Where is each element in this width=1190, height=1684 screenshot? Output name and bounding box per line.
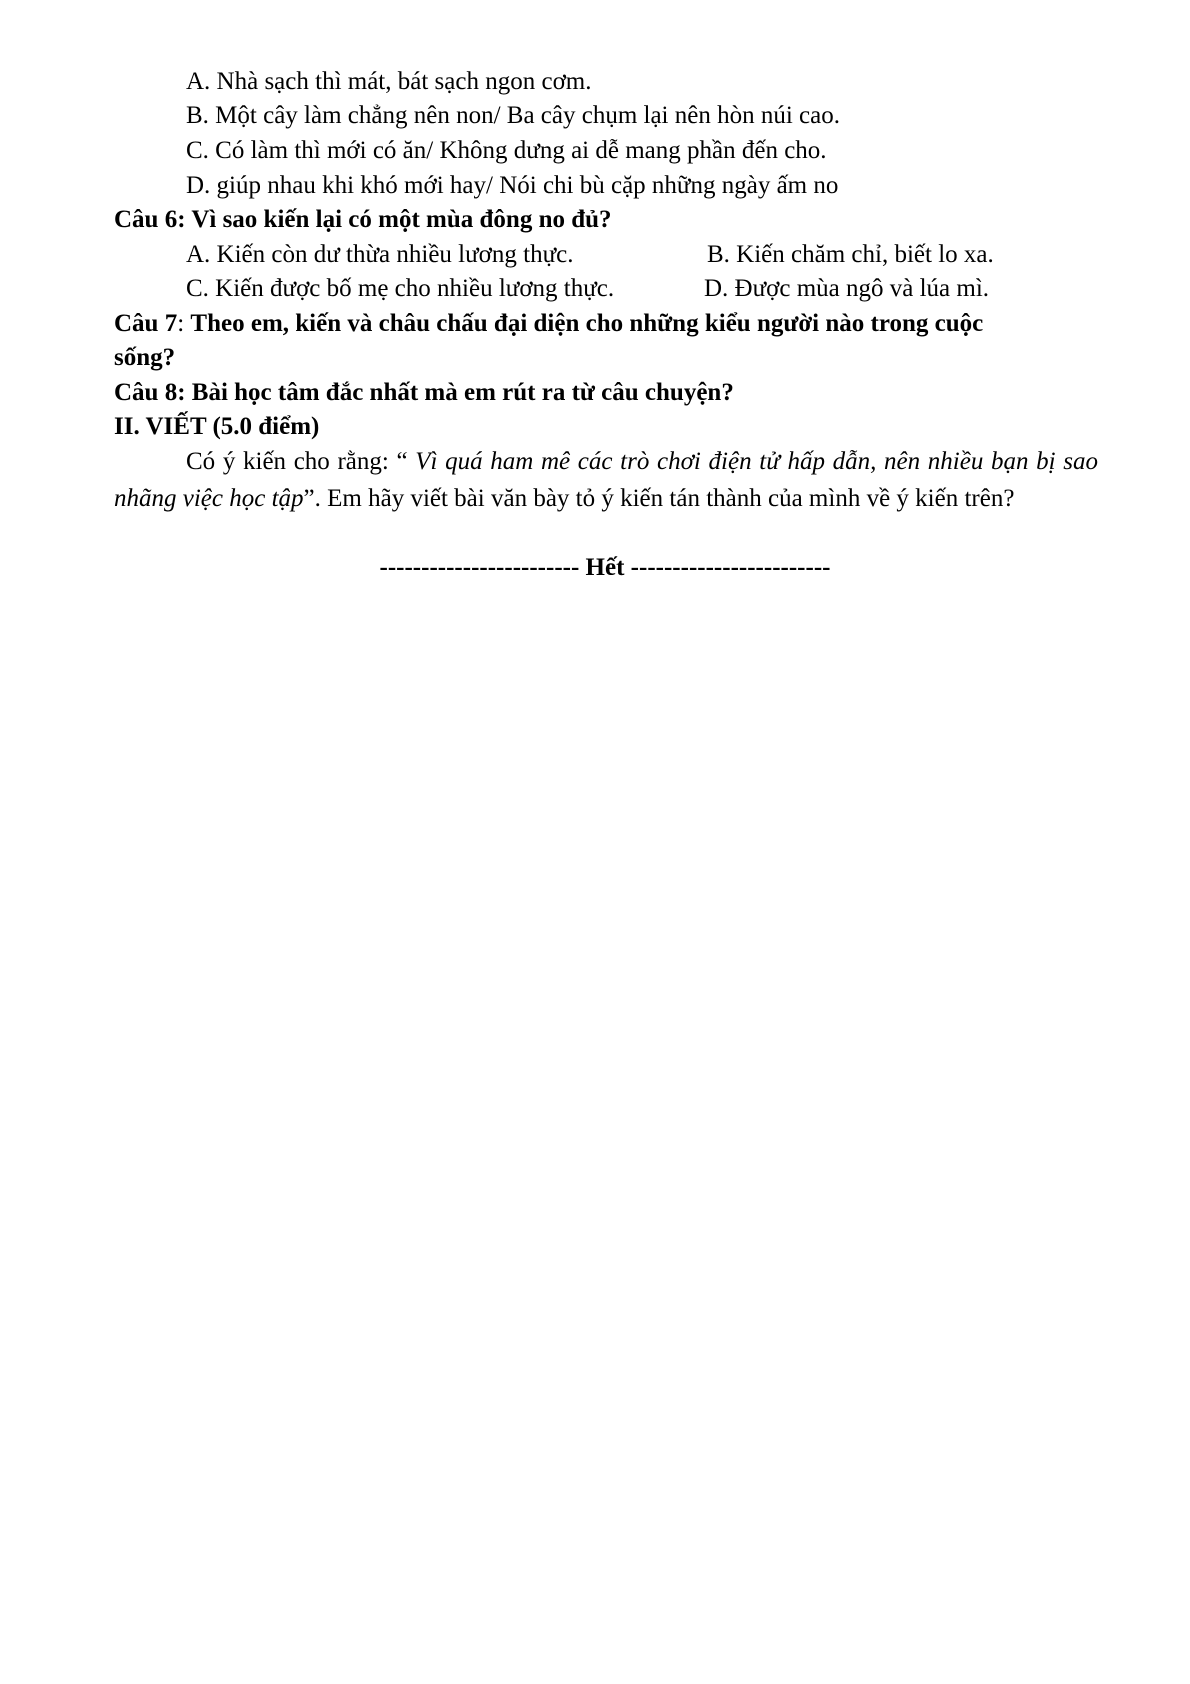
q7-line-2: sống? bbox=[114, 344, 176, 371]
q5-option-a: A. Nhà sạch thì mát, bát sạch ngon cơm. bbox=[186, 68, 592, 95]
q6-option-a: A. Kiến còn dư thừa nhiều lương thực. bbox=[186, 241, 574, 268]
q8-title: Câu 8: Bài học tâm đắc nhất mà em rút ra từ câu chuyện? bbox=[114, 379, 734, 406]
prompt-end: ”. Em hãy viết bài văn bày tỏ ý kiến tán thành của mình về ý kiến trên? bbox=[303, 485, 1015, 512]
q6-option-d: D. Được mùa ngô và lúa mì. bbox=[704, 275, 990, 302]
end-marker: ------------------------ Hết ------------------------ bbox=[379, 554, 831, 581]
prompt-quote: Vì quá ham mê các trò chơi điện tử hấp dẫn, nên nhiều bạn bị sao nhãng việc học tập bbox=[114, 448, 1099, 512]
prompt-start: Có ý kiến cho rằng: “ bbox=[186, 448, 416, 475]
q7-separator: : bbox=[177, 310, 191, 337]
q5-option-c: C. Có làm thì mới có ăn/ Không dưng ai dễ mang phần đến cho. bbox=[186, 137, 827, 164]
q7-text: Theo em, kiến và châu chấu đại diện cho những kiểu người nào trong cuộc bbox=[190, 310, 984, 337]
q7-label: Câu 7 bbox=[114, 310, 178, 337]
q5-option-b: B. Một cây làm chẳng nên non/ Ba cây chụm lại nên hòn núi cao. bbox=[186, 102, 840, 129]
q6-title: Câu 6: Vì sao kiến lại có một mùa đông no đủ? bbox=[114, 206, 612, 233]
q7-line-1 bbox=[114, 306, 983, 342]
q5-option-d: D. giúp nhau khi khó mới hay/ Nói chi bù cặp những ngày ấm no bbox=[186, 172, 839, 199]
q6-option-c: C. Kiến được bố mẹ cho nhiều lương thực. bbox=[186, 275, 615, 302]
q6-option-b: B. Kiến chăm chỉ, biết lo xa. bbox=[707, 241, 994, 268]
section-2-prompt bbox=[114, 443, 1098, 517]
section-2-title: II. VIẾT (5.0 điểm) bbox=[114, 413, 320, 440]
